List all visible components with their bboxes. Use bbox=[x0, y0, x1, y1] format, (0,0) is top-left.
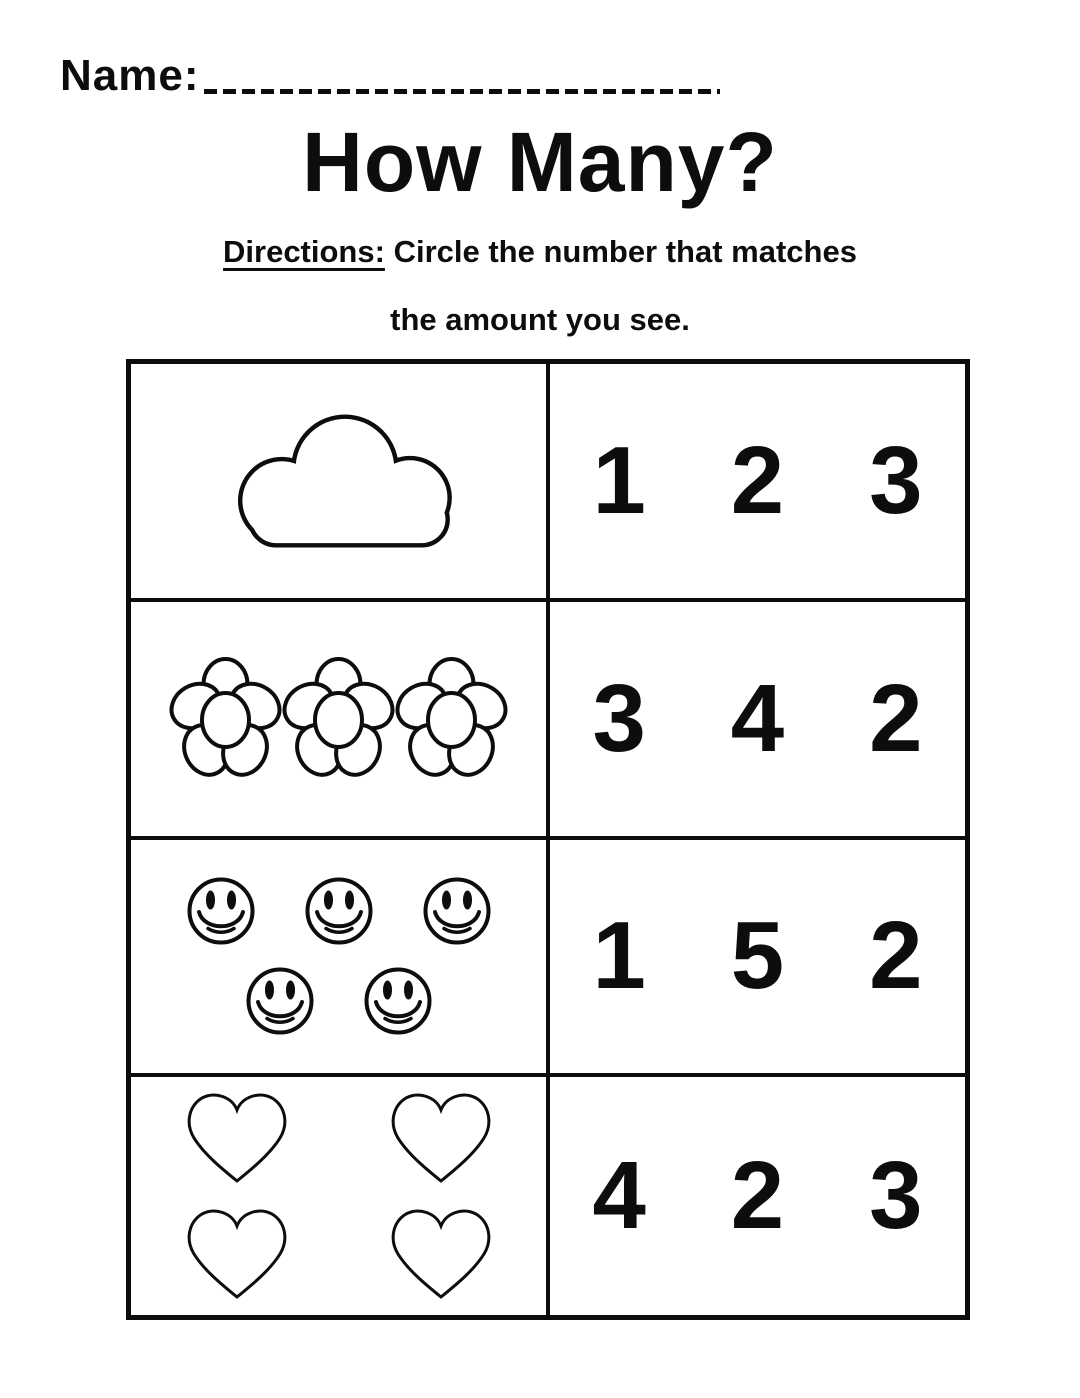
number-option[interactable]: 2 bbox=[869, 664, 923, 772]
flower-icon bbox=[395, 657, 508, 781]
cloud-shapes bbox=[169, 407, 509, 555]
heart-icon bbox=[185, 1090, 289, 1186]
number-option[interactable]: 1 bbox=[592, 902, 646, 1010]
page-title: How Many? bbox=[302, 115, 778, 209]
answer-cell-row4 bbox=[550, 1077, 965, 1315]
picture-cell-hearts bbox=[131, 1077, 550, 1315]
picture-cell-flowers bbox=[131, 602, 550, 840]
heart-shapes bbox=[183, 1090, 495, 1302]
number-option[interactable]: 5 bbox=[730, 902, 785, 1010]
smiley-icon bbox=[186, 876, 256, 946]
answer-cell-row1 bbox=[550, 364, 965, 602]
name-label: Name: bbox=[60, 51, 200, 100]
heart-icon bbox=[389, 1090, 493, 1186]
directions-line2: the amount you see. bbox=[390, 302, 690, 337]
answer-cell-row3 bbox=[550, 840, 965, 1078]
flower-icon bbox=[169, 657, 282, 781]
name-blank-line[interactable] bbox=[204, 89, 721, 94]
directions-line1 bbox=[0, 234, 1080, 270]
number-option[interactable]: 2 bbox=[730, 1142, 785, 1250]
picture-cell-cloud bbox=[131, 364, 550, 602]
number-option[interactable]: 4 bbox=[730, 664, 785, 772]
number-option[interactable]: 2 bbox=[730, 426, 785, 534]
cloud-icon bbox=[201, 407, 477, 555]
name-row bbox=[60, 52, 720, 100]
worksheet-table bbox=[126, 359, 970, 1320]
heart-icon bbox=[389, 1206, 493, 1302]
smiley-icon bbox=[304, 876, 374, 946]
directions-label: Directions: bbox=[223, 234, 385, 269]
smiley-shapes bbox=[184, 876, 494, 1036]
flower-shapes bbox=[166, 657, 511, 781]
picture-cell-smileys bbox=[131, 840, 550, 1078]
smiley-icon bbox=[422, 876, 492, 946]
directions-text: Circle the number that matches bbox=[393, 234, 857, 269]
number-option[interactable]: 3 bbox=[592, 664, 646, 772]
smiley-icon bbox=[363, 966, 433, 1036]
smiley-icon bbox=[245, 966, 315, 1036]
answer-cell-row2 bbox=[550, 602, 965, 840]
number-option[interactable]: 1 bbox=[592, 426, 646, 534]
number-option[interactable]: 3 bbox=[869, 1142, 923, 1250]
heart-icon bbox=[185, 1206, 289, 1302]
flower-icon bbox=[282, 657, 395, 781]
number-option[interactable]: 2 bbox=[869, 902, 923, 1010]
number-option[interactable]: 4 bbox=[592, 1142, 646, 1250]
number-option[interactable]: 3 bbox=[869, 426, 923, 534]
